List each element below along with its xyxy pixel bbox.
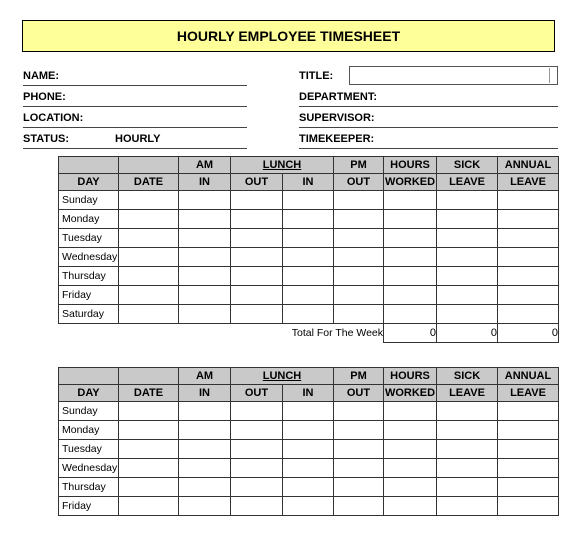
table-row: [59, 421, 559, 440]
header-hours: HOURS: [384, 368, 437, 385]
lunch-out-cell[interactable]: [231, 459, 283, 478]
annual-leave-cell[interactable]: [498, 191, 559, 210]
date-cell[interactable]: [119, 459, 179, 478]
status-label: STATUS:: [23, 133, 70, 145]
date-cell[interactable]: [119, 210, 179, 229]
annual-leave-cell[interactable]: [498, 497, 559, 516]
am-in-cell[interactable]: [179, 248, 231, 267]
header-date-top: [119, 157, 179, 174]
annual-leave-cell[interactable]: [498, 229, 559, 248]
sick-leave-cell[interactable]: [437, 478, 498, 497]
header-row-2: [59, 174, 559, 191]
date-cell[interactable]: [119, 248, 179, 267]
header-am: AM: [179, 157, 231, 174]
header-date: DATE: [119, 385, 179, 402]
am-in-cell[interactable]: [179, 459, 231, 478]
header-annual-leave: LEAVE: [498, 174, 559, 191]
header-annual: ANNUAL: [498, 368, 559, 385]
table-row: [59, 191, 559, 210]
annual-leave-cell[interactable]: [498, 402, 559, 421]
sick-leave-cell[interactable]: [437, 210, 498, 229]
header-am-in: IN: [179, 174, 231, 191]
hours-worked-cell[interactable]: [384, 402, 437, 421]
hours-worked-cell[interactable]: [384, 267, 437, 286]
table-row: [59, 286, 559, 305]
hours-worked-cell[interactable]: [384, 305, 437, 324]
hours-worked-cell[interactable]: [384, 421, 437, 440]
table-row: [59, 210, 559, 229]
header-date-top: [119, 368, 179, 385]
am-in-cell[interactable]: [179, 478, 231, 497]
header-sick: SICK: [437, 157, 498, 174]
lunch-in-cell[interactable]: [283, 440, 334, 459]
day-cell: Friday: [59, 497, 119, 516]
header-am: AM: [179, 368, 231, 385]
header-lunch-in: IN: [283, 385, 334, 402]
lunch-in-cell[interactable]: [283, 305, 334, 324]
hours-worked-cell[interactable]: [384, 286, 437, 305]
pm-out-cell[interactable]: [334, 440, 384, 459]
lunch-in-cell[interactable]: [283, 402, 334, 421]
am-in-cell[interactable]: [179, 440, 231, 459]
header-pm: PM: [334, 157, 384, 174]
annual-leave-cell[interactable]: [498, 440, 559, 459]
sick-leave-cell[interactable]: [437, 421, 498, 440]
date-cell[interactable]: [119, 421, 179, 440]
day-cell: Thursday: [59, 478, 119, 497]
lunch-out-cell[interactable]: [231, 478, 283, 497]
lunch-out-cell[interactable]: [231, 267, 283, 286]
am-in-cell[interactable]: [179, 421, 231, 440]
hours-worked-cell[interactable]: [384, 497, 437, 516]
day-cell: Tuesday: [59, 440, 119, 459]
date-cell[interactable]: [119, 229, 179, 248]
table-row: [59, 402, 559, 421]
lunch-out-cell[interactable]: [231, 286, 283, 305]
header-pm: PM: [334, 368, 384, 385]
lunch-in-cell[interactable]: [283, 210, 334, 229]
header-row-1: [59, 368, 559, 385]
table-row: [59, 305, 559, 324]
am-in-cell[interactable]: [179, 191, 231, 210]
header-lunch-out: OUT: [231, 174, 283, 191]
am-in-cell[interactable]: [179, 229, 231, 248]
am-in-cell[interactable]: [179, 210, 231, 229]
annual-leave-cell[interactable]: [498, 459, 559, 478]
header-sick-leave: LEAVE: [437, 174, 498, 191]
location-label: LOCATION:: [23, 112, 84, 124]
am-in-cell[interactable]: [179, 305, 231, 324]
hours-worked-cell[interactable]: [384, 210, 437, 229]
hours-worked-cell[interactable]: [384, 248, 437, 267]
day-cell: Thursday: [59, 267, 119, 286]
header-worked: WORKED: [384, 174, 437, 191]
annual-leave-cell[interactable]: [498, 478, 559, 497]
table-row: [59, 478, 559, 497]
am-in-cell[interactable]: [179, 286, 231, 305]
pm-out-cell[interactable]: [334, 229, 384, 248]
lunch-out-cell[interactable]: [231, 440, 283, 459]
hours-worked-cell[interactable]: [384, 478, 437, 497]
pm-out-cell[interactable]: [334, 459, 384, 478]
pm-out-cell[interactable]: [334, 497, 384, 516]
annual-leave-cell[interactable]: [498, 421, 559, 440]
location-field[interactable]: [23, 108, 247, 128]
lunch-out-cell[interactable]: [231, 229, 283, 248]
pm-out-cell[interactable]: [334, 402, 384, 421]
header-day: DAY: [59, 174, 119, 191]
lunch-out-cell[interactable]: [231, 191, 283, 210]
day-cell: Saturday: [59, 305, 119, 324]
sick-leave-cell[interactable]: [437, 305, 498, 324]
sick-leave-cell[interactable]: [437, 248, 498, 267]
title-input[interactable]: [349, 66, 558, 85]
lunch-out-cell[interactable]: [231, 421, 283, 440]
table-row: [59, 267, 559, 286]
annual-leave-cell[interactable]: [498, 267, 559, 286]
header-am-in: IN: [179, 385, 231, 402]
header-pm-out: OUT: [334, 385, 384, 402]
week1-total-label: Total For The Week: [291, 327, 383, 340]
week1-total-sick: 0: [437, 324, 498, 343]
week1-total-annual: 0: [498, 324, 559, 343]
header-day-top: [59, 157, 119, 174]
annual-leave-cell[interactable]: [498, 286, 559, 305]
status-value: HOURLY: [115, 133, 161, 145]
am-in-cell[interactable]: [179, 497, 231, 516]
header-row-1: [59, 157, 559, 174]
lunch-in-cell[interactable]: [283, 286, 334, 305]
pm-out-cell[interactable]: [334, 305, 384, 324]
header-sick-leave: LEAVE: [437, 385, 498, 402]
sick-leave-cell[interactable]: [437, 440, 498, 459]
day-cell: Tuesday: [59, 229, 119, 248]
lunch-in-cell[interactable]: [283, 459, 334, 478]
header-annual: ANNUAL: [498, 157, 559, 174]
lunch-in-cell[interactable]: [283, 421, 334, 440]
day-cell: Wednesday: [59, 248, 119, 267]
pm-out-cell[interactable]: [334, 248, 384, 267]
status-field[interactable]: [23, 129, 247, 149]
week1-total-hours: 0: [384, 324, 437, 343]
lunch-out-cell[interactable]: [231, 305, 283, 324]
pm-out-cell[interactable]: [334, 191, 384, 210]
day-cell: Monday: [59, 421, 119, 440]
day-cell: Sunday: [59, 191, 119, 210]
lunch-out-cell[interactable]: [231, 248, 283, 267]
phone-label: PHONE:: [23, 91, 66, 103]
name-field[interactable]: [23, 66, 247, 86]
annual-leave-cell[interactable]: [498, 305, 559, 324]
hours-worked-cell[interactable]: [384, 191, 437, 210]
pm-out-cell[interactable]: [334, 421, 384, 440]
department-label: DEPARTMENT:: [299, 91, 378, 103]
lunch-out-cell[interactable]: [231, 402, 283, 421]
timekeeper-label: TIMEKEEPER:: [299, 133, 375, 145]
date-cell[interactable]: [119, 402, 179, 421]
day-cell: Monday: [59, 210, 119, 229]
header-lunch: LUNCH: [231, 368, 334, 385]
lunch-out-cell[interactable]: [231, 497, 283, 516]
name-label: NAME:: [23, 70, 60, 82]
header-day: DAY: [59, 385, 119, 402]
am-in-cell[interactable]: [179, 267, 231, 286]
day-cell: Wednesday: [59, 459, 119, 478]
sick-leave-cell[interactable]: [437, 229, 498, 248]
table-row: [59, 248, 559, 267]
header-worked: WORKED: [384, 385, 437, 402]
pm-out-cell[interactable]: [334, 286, 384, 305]
sick-leave-cell[interactable]: [437, 267, 498, 286]
am-in-cell[interactable]: [179, 402, 231, 421]
header-annual-leave: LEAVE: [498, 385, 559, 402]
header-row-2: [59, 385, 559, 402]
lunch-in-cell[interactable]: [283, 267, 334, 286]
table-row: [59, 459, 559, 478]
date-cell[interactable]: [119, 478, 179, 497]
lunch-in-cell[interactable]: [283, 229, 334, 248]
sick-leave-cell[interactable]: [437, 191, 498, 210]
sheet-title: HOURLY EMPLOYEE TIMESHEET: [22, 20, 555, 52]
header-lunch-out: OUT: [231, 385, 283, 402]
pm-out-cell[interactable]: [334, 210, 384, 229]
annual-leave-cell[interactable]: [498, 248, 559, 267]
phone-field[interactable]: [23, 87, 247, 107]
sick-leave-cell[interactable]: [437, 497, 498, 516]
supervisor-field[interactable]: [299, 108, 558, 128]
hours-worked-cell[interactable]: [384, 440, 437, 459]
timesheet-week1: [58, 156, 559, 343]
lunch-out-cell[interactable]: [231, 210, 283, 229]
hours-worked-cell[interactable]: [384, 459, 437, 478]
table-row: [59, 229, 559, 248]
sick-leave-cell[interactable]: [437, 402, 498, 421]
date-cell[interactable]: [119, 497, 179, 516]
date-cell[interactable]: [119, 286, 179, 305]
header-pm-out: OUT: [334, 174, 384, 191]
lunch-in-cell[interactable]: [283, 191, 334, 210]
week1-total-row: [59, 324, 559, 343]
date-cell[interactable]: [119, 191, 179, 210]
supervisor-label: SUPERVISOR:: [299, 112, 375, 124]
annual-leave-cell[interactable]: [498, 210, 559, 229]
pm-out-cell[interactable]: [334, 478, 384, 497]
header-lunch-in: IN: [283, 174, 334, 191]
header-sick: SICK: [437, 368, 498, 385]
title-dropdown-handle[interactable]: [549, 68, 556, 83]
lunch-in-cell[interactable]: [283, 497, 334, 516]
lunch-in-cell[interactable]: [283, 478, 334, 497]
header-lunch: LUNCH: [231, 157, 334, 174]
date-cell[interactable]: [119, 440, 179, 459]
sick-leave-cell[interactable]: [437, 286, 498, 305]
date-cell[interactable]: [119, 267, 179, 286]
table-row: [59, 497, 559, 516]
table-row: [59, 440, 559, 459]
hours-worked-cell[interactable]: [384, 229, 437, 248]
header-hours: HOURS: [384, 157, 437, 174]
header-date: DATE: [119, 174, 179, 191]
lunch-in-cell[interactable]: [283, 248, 334, 267]
timekeeper-field[interactable]: [299, 129, 558, 149]
title-field-label-wrap: [299, 66, 347, 86]
title-label: TITLE:: [299, 70, 334, 82]
date-cell[interactable]: [119, 305, 179, 324]
sick-leave-cell[interactable]: [437, 459, 498, 478]
department-field[interactable]: [299, 87, 558, 107]
timesheet-week2: [58, 367, 559, 516]
header-day-top: [59, 368, 119, 385]
day-cell: Sunday: [59, 402, 119, 421]
pm-out-cell[interactable]: [334, 267, 384, 286]
day-cell: Friday: [59, 286, 119, 305]
